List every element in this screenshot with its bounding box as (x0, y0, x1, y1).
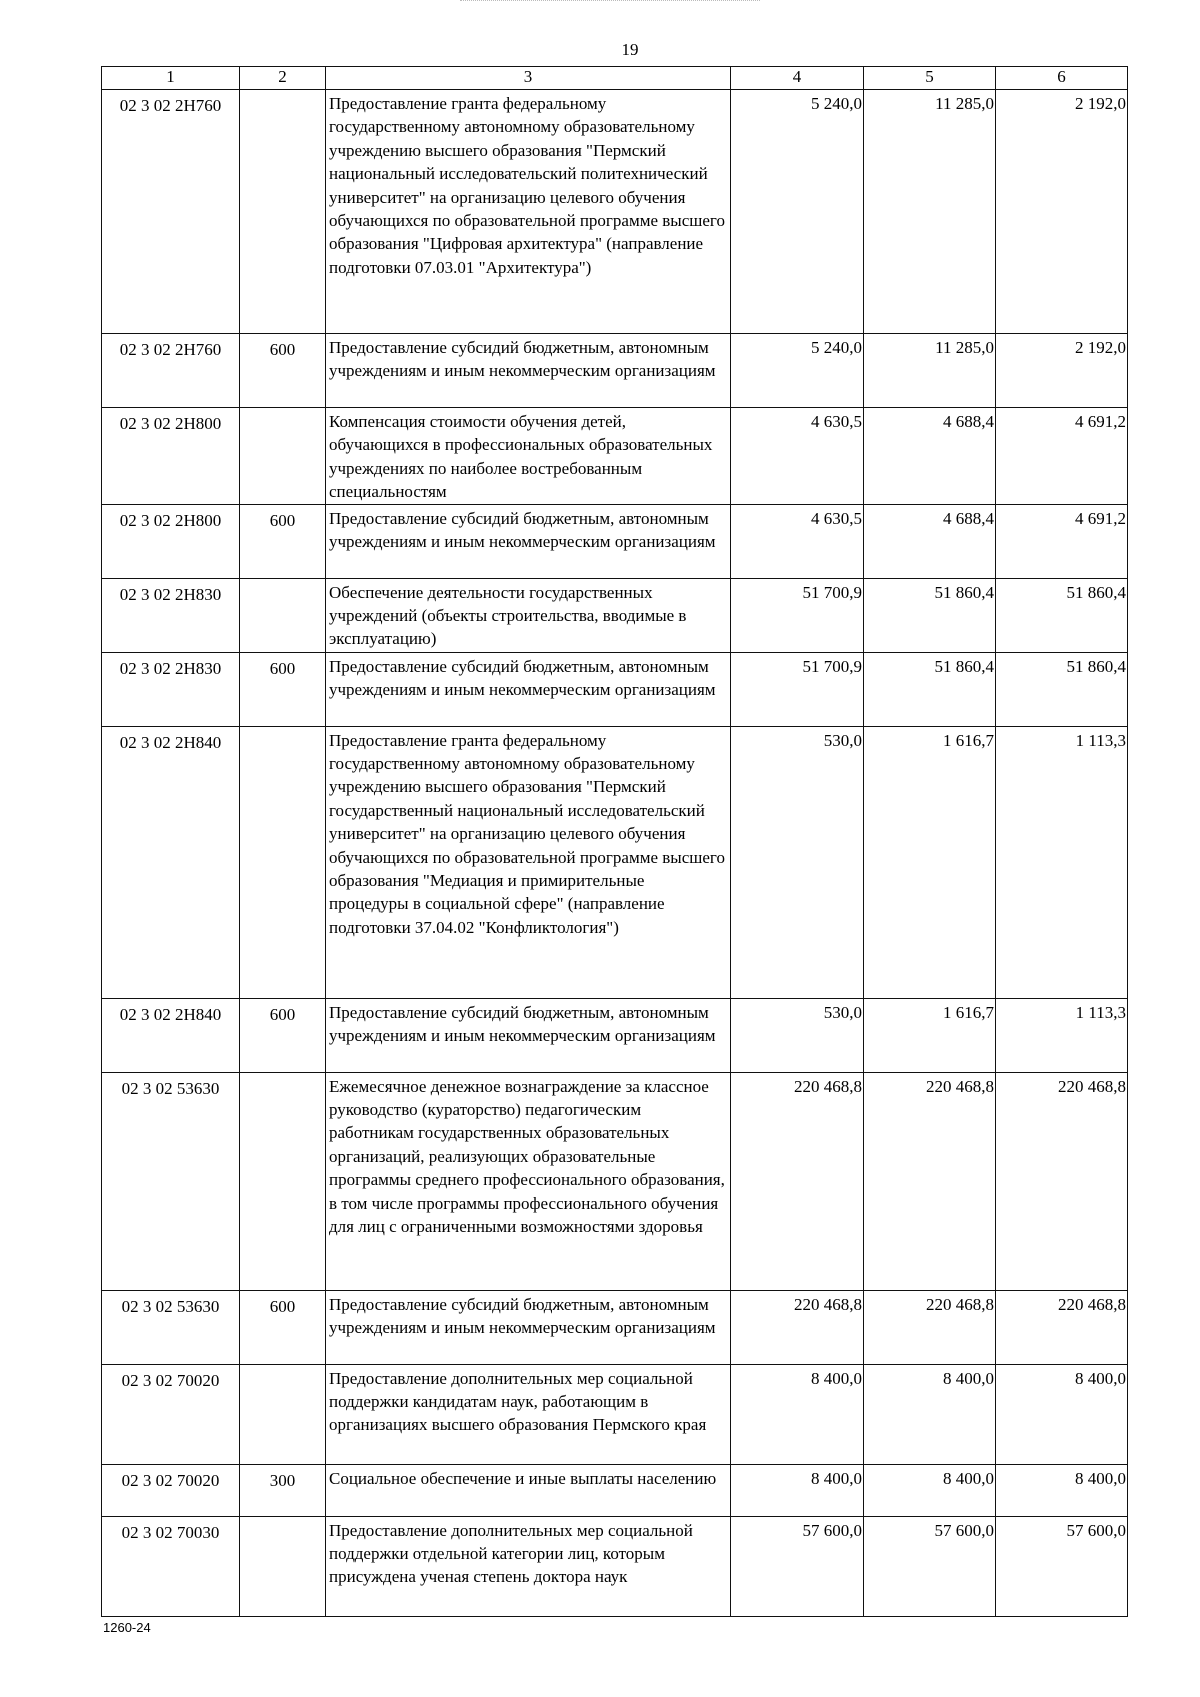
row-description: Предоставление субсидий бюджетным, автономным учреждениям и иным некоммерческим организациям (326, 1290, 731, 1364)
column-header-3: 3 (326, 67, 731, 90)
row-value-col6: 4 691,2 (996, 408, 1128, 505)
row-code: 02 3 02 70020 (102, 1364, 240, 1464)
scan-artifact (460, 0, 760, 3)
row-expense-type (240, 1516, 326, 1616)
row-value-col4: 8 400,0 (731, 1364, 864, 1464)
row-value-col4: 4 630,5 (731, 408, 864, 505)
row-code: 02 3 02 2Н840 (102, 998, 240, 1072)
row-value-col6: 220 468,8 (996, 1290, 1128, 1364)
row-description: Предоставление субсидий бюджетным, автономным учреждениям и иным некоммерческим организациям (326, 998, 731, 1072)
row-description: Предоставление гранта федеральному государственному автономному образовательному учреждению высшего образования "Пермский национальный исследовательский политехнический университет" на организацию целевого обучения обучающихся по образовательной программе высшего образования "Цифровая архитектура" (направление подготовки 07.03.01 "Архитектура") (326, 90, 731, 334)
table-row (102, 998, 1128, 1072)
row-expense-type: 600 (240, 998, 326, 1072)
row-code: 02 3 02 2Н830 (102, 652, 240, 726)
row-value-col4: 530,0 (731, 726, 864, 998)
table-row (102, 504, 1128, 578)
budget-table (101, 66, 1128, 1617)
row-value-col5: 8 400,0 (864, 1364, 996, 1464)
table-row (102, 578, 1128, 652)
row-value-col5: 51 860,4 (864, 578, 996, 652)
row-expense-type (240, 1364, 326, 1464)
row-value-col5: 4 688,4 (864, 408, 996, 505)
row-code: 02 3 02 2Н830 (102, 578, 240, 652)
row-value-col5: 57 600,0 (864, 1516, 996, 1616)
row-value-col6: 51 860,4 (996, 578, 1128, 652)
document-id: 1260-24 (103, 1620, 151, 1635)
table-row (102, 652, 1128, 726)
row-description: Компенсация стоимости обучения детей, обучающихся в профессиональных образовательных учреждениях по наиболее востребованным специальностям (326, 408, 731, 505)
table-row (102, 1516, 1128, 1616)
row-value-col4: 220 468,8 (731, 1290, 864, 1364)
table-row (102, 1072, 1128, 1290)
row-code: 02 3 02 70030 (102, 1516, 240, 1616)
row-code: 02 3 02 2Н840 (102, 726, 240, 998)
row-value-col5: 8 400,0 (864, 1464, 996, 1516)
row-description: Обеспечение деятельности государственных учреждений (объекты строительства, вводимые в эксплуатацию) (326, 578, 731, 652)
table-row (102, 1464, 1128, 1516)
row-value-col6: 4 691,2 (996, 504, 1128, 578)
row-code: 02 3 02 2Н760 (102, 334, 240, 408)
row-value-col5: 220 468,8 (864, 1072, 996, 1290)
row-description: Предоставление субсидий бюджетным, автономным учреждениям и иным некоммерческим организациям (326, 334, 731, 408)
row-value-col6: 57 600,0 (996, 1516, 1128, 1616)
row-expense-type: 600 (240, 504, 326, 578)
row-value-col5: 1 616,7 (864, 726, 996, 998)
table-row (102, 334, 1128, 408)
row-description: Предоставление субсидий бюджетным, автономным учреждениям и иным некоммерческим организациям (326, 652, 731, 726)
row-value-col4: 4 630,5 (731, 504, 864, 578)
row-value-col4: 57 600,0 (731, 1516, 864, 1616)
row-value-col6: 8 400,0 (996, 1364, 1128, 1464)
row-description: Предоставление дополнительных мер социальной поддержки отдельной категории лиц, которым присуждена ученая степень доктора наук (326, 1516, 731, 1616)
column-header-5: 5 (864, 67, 996, 90)
row-expense-type (240, 578, 326, 652)
column-header-6: 6 (996, 67, 1128, 90)
row-expense-type (240, 90, 326, 334)
row-value-col5: 1 616,7 (864, 998, 996, 1072)
row-code: 02 3 02 2Н800 (102, 504, 240, 578)
row-value-col5: 11 285,0 (864, 334, 996, 408)
row-value-col4: 5 240,0 (731, 90, 864, 334)
table-header-row (102, 67, 1128, 90)
row-value-col6: 1 113,3 (996, 726, 1128, 998)
row-value-col4: 220 468,8 (731, 1072, 864, 1290)
row-expense-type (240, 1072, 326, 1290)
row-description: Предоставление дополнительных мер социальной поддержки кандидатам наук, работающим в организациях высшего образования Пермского края (326, 1364, 731, 1464)
row-description: Социальное обеспечение и иные выплаты населению (326, 1464, 731, 1516)
row-value-col4: 8 400,0 (731, 1464, 864, 1516)
row-value-col4: 51 700,9 (731, 578, 864, 652)
table-row (102, 1290, 1128, 1364)
table-row (102, 90, 1128, 334)
row-value-col6: 8 400,0 (996, 1464, 1128, 1516)
row-code: 02 3 02 2Н760 (102, 90, 240, 334)
row-value-col6: 2 192,0 (996, 334, 1128, 408)
row-value-col4: 5 240,0 (731, 334, 864, 408)
row-expense-type: 600 (240, 652, 326, 726)
table-row (102, 726, 1128, 998)
row-value-col4: 530,0 (731, 998, 864, 1072)
row-value-col6: 220 468,8 (996, 1072, 1128, 1290)
table-body (102, 90, 1128, 1617)
column-header-1: 1 (102, 67, 240, 90)
row-expense-type: 600 (240, 334, 326, 408)
row-value-col5: 220 468,8 (864, 1290, 996, 1364)
row-value-col6: 51 860,4 (996, 652, 1128, 726)
row-code: 02 3 02 53630 (102, 1072, 240, 1290)
row-value-col5: 4 688,4 (864, 504, 996, 578)
row-value-col4: 51 700,9 (731, 652, 864, 726)
page-number: 19 (621, 40, 639, 59)
table-row (102, 1364, 1128, 1464)
row-description: Ежемесячное денежное вознаграждение за классное руководство (кураторство) педагогическим работникам государственных образовательных организаций, реализующих образовательные программы среднего профессионального образования, в том числе программы профессионального обучения для лиц с ограниченными возможностями здоровья (326, 1072, 731, 1290)
row-expense-type (240, 726, 326, 998)
row-code: 02 3 02 70020 (102, 1464, 240, 1516)
row-value-col6: 1 113,3 (996, 998, 1128, 1072)
column-header-4: 4 (731, 67, 864, 90)
table-row (102, 408, 1128, 505)
column-header-2: 2 (240, 67, 326, 90)
row-value-col5: 51 860,4 (864, 652, 996, 726)
row-value-col5: 11 285,0 (864, 90, 996, 334)
row-code: 02 3 02 53630 (102, 1290, 240, 1364)
row-expense-type: 600 (240, 1290, 326, 1364)
row-code: 02 3 02 2Н800 (102, 408, 240, 505)
row-value-col6: 2 192,0 (996, 90, 1128, 334)
row-description: Предоставление гранта федеральному государственному автономному образовательному учреждению высшего образования "Пермский государственный национальный исследовательский университет" на организацию целевого обучения обучающихся по образовательной программе высшего образования "Медиация и примирительные процедуры в социальной сфере" (направление подготовки 37.04.02 "Конфликтология") (326, 726, 731, 998)
row-expense-type: 300 (240, 1464, 326, 1516)
row-expense-type (240, 408, 326, 505)
row-description: Предоставление субсидий бюджетным, автономным учреждениям и иным некоммерческим организациям (326, 504, 731, 578)
